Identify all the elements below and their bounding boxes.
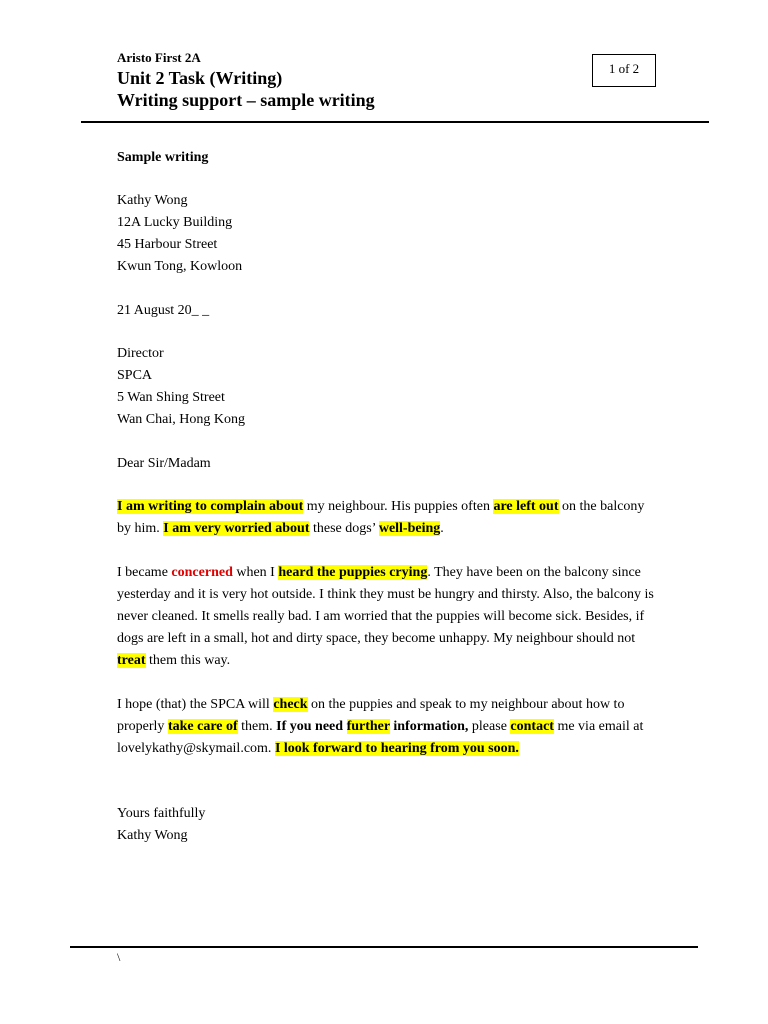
text-run: I hope (that) the SPCA will xyxy=(117,697,274,712)
highlighted-phrase: are left out xyxy=(493,499,559,514)
footer-divider xyxy=(70,946,698,948)
highlighted-phrase: well-being xyxy=(378,521,441,536)
paragraph-2 xyxy=(117,562,657,672)
letter-date: 21 August 20_ _ xyxy=(117,303,210,318)
highlighted-phrase: treat xyxy=(117,653,146,668)
text-run: please xyxy=(468,719,511,734)
salutation: Dear Sir/Madam xyxy=(117,456,211,471)
highlighted-phrase: check xyxy=(273,697,308,712)
highlighted-phrase: I am very worried about xyxy=(163,521,310,536)
sender-block xyxy=(117,190,657,278)
text-run: them this way. xyxy=(145,653,231,668)
highlighted-phrase: heard the puppies crying xyxy=(278,565,428,580)
recipient-line: SPCA xyxy=(117,368,153,383)
footer-mark: \ xyxy=(117,950,121,964)
recipient-line: 5 Wan Shing Street xyxy=(117,390,225,405)
text-run: . They have been on the balcony since yesterday and it is very hot outside. I think they must be hungry and thirsty. Also, the balcony is never cleaned. It smells really bad. I am worried that the puppies will become sick. Besides, if dogs are left in a small, hot and dirty space, they become unhappy. My neighbour should not xyxy=(117,565,654,646)
page-subtitle: Writing support – sample writing xyxy=(117,90,375,110)
text-run: on the balcony by him. xyxy=(117,499,645,536)
text-run: me via email at lovelykathy@skymail.com. xyxy=(117,719,644,756)
highlighted-phrase: I look forward to hearing from you soon. xyxy=(274,741,519,756)
highlighted-phrase: further xyxy=(346,719,390,734)
text-run: I became xyxy=(117,565,172,580)
series-label: Aristo First 2A xyxy=(117,50,201,65)
paragraph-1 xyxy=(117,496,657,540)
text-run: on the puppies and speak to my neighbour about how to properly xyxy=(117,697,625,734)
text-run: my neighbour. His puppies often xyxy=(303,499,494,514)
recipient-line: Director xyxy=(117,346,164,361)
section-heading: Sample writing xyxy=(117,150,209,165)
emphasized-word: concerned xyxy=(171,565,233,580)
text-run: . xyxy=(440,521,444,536)
page-title: Unit 2 Task (Writing) xyxy=(117,68,283,88)
signature: Kathy Wong xyxy=(117,828,188,843)
closing: Yours faithfully xyxy=(117,806,206,821)
page-indicator: 1 of 2 xyxy=(592,54,656,87)
recipient-line: Wan Chai, Hong Kong xyxy=(117,412,245,427)
highlighted-phrase: take care of xyxy=(167,719,238,734)
text-run: these dogs’ xyxy=(309,521,379,536)
sender-name: Kathy Wong xyxy=(117,193,188,208)
header-divider xyxy=(81,121,709,123)
highlighted-phrase: contact xyxy=(510,719,554,734)
text-run: If you need xyxy=(276,719,347,734)
text-run: them. xyxy=(237,719,277,734)
sender-address-line: 12A Lucky Building xyxy=(117,215,233,230)
recipient-block xyxy=(117,343,657,431)
paragraph-3 xyxy=(117,694,657,760)
text-run: when I xyxy=(232,565,279,580)
sender-address-line: 45 Harbour Street xyxy=(117,237,218,252)
text-run: information, xyxy=(389,719,469,734)
highlighted-phrase: I am writing to complain about xyxy=(117,499,304,514)
sender-address-line: Kwun Tong, Kowloon xyxy=(117,259,243,274)
